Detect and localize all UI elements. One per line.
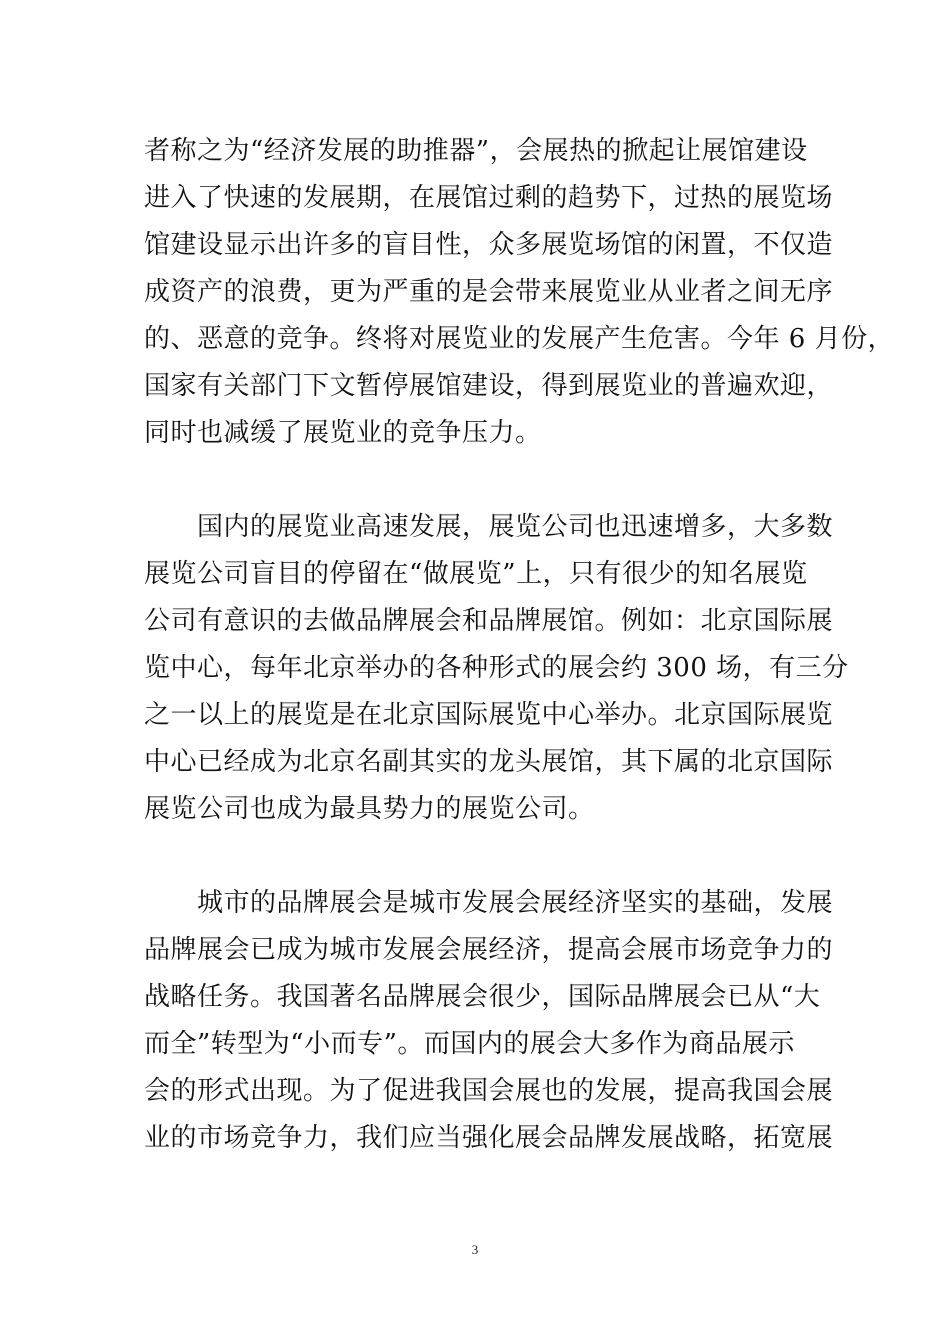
text-line: 成资产的浪费，更为严重的是会带来展览业从业者之间无序 [144, 277, 834, 307]
text-line: 进入了快速的发展期，在展馆过剩的趋势下，过热的展览场 [144, 183, 834, 213]
text-line: 馆建设显示出许多的盲目性，众多展览场馆的闲置，不仅造 [144, 230, 834, 260]
text-line: 战略任务。我国著名品牌展会很少，国际品牌展会已从“大 [144, 982, 821, 1012]
text-line: 会的形式出现。为了促进我国会展也的发展，提高我国会展 [144, 1076, 834, 1106]
text-line: 国家有关部门下文暂停展馆建设，得到展览业的普遍欢迎， [144, 371, 834, 401]
text-line: 中心已经成为北京名副其实的龙头展馆，其下属的北京国际 [144, 747, 834, 777]
paragraph-1 [144, 128, 895, 457]
text-line: 的、恶意的竞争。终将对展览业的发展产生危害。今年 6 月份， [144, 324, 895, 354]
body-text [144, 128, 895, 1162]
text-line: 览中心，每年北京举办的各种形式的展会约 300 场，有三分 [144, 653, 849, 683]
text-line: 公司有意识的去做品牌展会和品牌展馆。例如：北京国际展 [144, 606, 834, 636]
page-number: 3 [471, 1242, 479, 1257]
paragraph-gap [144, 457, 824, 504]
text-line: 展览公司盲目的停留在“做展览”上，只有很少的知名展览 [144, 559, 808, 589]
text-line: 而全”转型为“小而专”。而国内的展会大多作为商品展示 [144, 1029, 795, 1059]
text-line: 业的市场竞争力，我们应当强化展会品牌发展战略，拓宽展 [144, 1123, 834, 1153]
text-line: 品牌展会已成为城市发展会展经济，提高会展市场竞争力的 [144, 935, 834, 965]
text-line: 之一以上的展览是在北京国际展览中心举办。北京国际展览 [144, 700, 834, 730]
paragraph-3 [144, 880, 834, 1162]
text-line: 同时也减缓了展览业的竞争压力。 [144, 418, 542, 448]
text-line: 展览公司也成为最具势力的展览公司。 [144, 794, 595, 824]
text-line: 者称之为“经济发展的助推器”，会展热的掀起让展馆建设 [144, 136, 808, 166]
paragraph-gap [144, 833, 824, 880]
text-line: 国内的展览业高速发展，展览公司也迅速增多，大多数 [144, 512, 834, 542]
paragraph-2 [144, 504, 849, 833]
text-line: 城市的品牌展会是城市发展会展经济坚实的基础，发展 [144, 888, 834, 918]
